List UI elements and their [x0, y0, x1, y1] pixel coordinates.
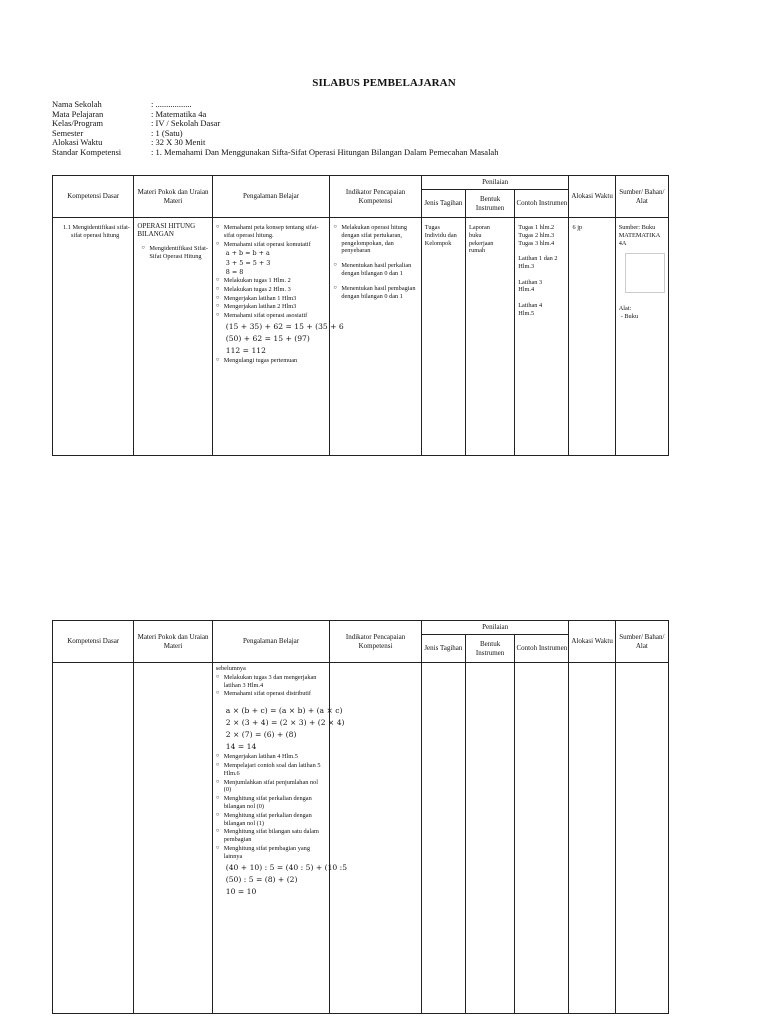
math-line: 8 = 8: [225, 267, 244, 276]
pengalaman-list: [213, 663, 348, 898]
math-line: 2 × (3 + 4) = (2 × 3) + (2 × 4): [225, 718, 345, 728]
math-line: 10 = 10: [225, 886, 257, 896]
header-jenis: Jenis Tagihan: [421, 635, 465, 663]
pengalaman-list: [213, 218, 344, 365]
meta-row: [52, 110, 498, 120]
contoh-item: Hlm.5: [518, 309, 535, 317]
pengalaman-item: ○ Menjumlahkan sifat penjumlahan nol (0): [216, 779, 327, 795]
bentuk-text: Laporan buku pekerjaan rumah: [468, 224, 494, 255]
contoh-item: [518, 294, 565, 302]
pengalaman-item: ○ Melakukan tugas 2 Hlm. 3: [216, 286, 327, 294]
meta-row: [52, 100, 498, 110]
math-line: (50) + 62 = 15 + (97): [225, 333, 310, 343]
math-line: (50) : 5 = (8) + (2): [225, 874, 298, 884]
header-penilaian: Penilaian: [421, 621, 569, 635]
contoh-item: Tugas 3 hlm.4: [518, 239, 555, 247]
syllabus-table-page-2: [52, 620, 669, 1014]
cell-bentuk: [465, 218, 514, 456]
meta-value: : 1 (Satu): [151, 127, 183, 138]
contoh-item: [518, 247, 565, 255]
pengalaman-item: ○ Menghitung sifat perkalian dengan bilangan nol (1): [216, 812, 327, 828]
contoh-item: Latihan 3: [518, 278, 543, 286]
meta-value: : 1. Memahami Dan Menggunakan Sifta-Sifat Operasi Hitungan Bilangan Dalam Pemecahan Masalah: [151, 146, 499, 157]
pengalaman-item: ○ Melakukan tugas 3 dan mengerjakan latihan 3 Hlm.4: [216, 674, 327, 690]
meta-label: Semester: [52, 127, 84, 138]
cell-indikator: [330, 218, 421, 456]
contoh-item: Latihan 4: [518, 301, 543, 309]
meta-value: : IV / Sekolah Dasar: [151, 118, 221, 129]
cell-indikator: [330, 663, 421, 1014]
header-contoh: Contoh Instrumen: [515, 635, 569, 663]
pengalaman-item: ○ Mengulangi tugas pertemuan: [216, 357, 327, 365]
pengalaman-item: ○ Mengerjakan latihan 2 Hlm3: [216, 303, 327, 311]
pengalaman-item: ○ Melakukan tugas 1 Hlm. 2: [216, 277, 327, 285]
cell-bentuk: [465, 663, 514, 1014]
contoh-item: Tugas 2 hlm.3: [518, 231, 555, 239]
materi-item: ○ Mengidentifikasi Sifat-Sifat Operasi Hitung: [141, 245, 208, 261]
math-line: (40 + 10) : 5 = (40 : 5) + (10 :5: [225, 862, 348, 872]
cell-materi: [134, 663, 212, 1014]
pengalaman-item: sebelumnya: [215, 665, 246, 672]
contoh-item: Latihan 1 dan 2: [518, 255, 558, 263]
header-kompetensi-dasar: Kompetensi Dasar: [53, 176, 134, 218]
cell-sumber: [615, 663, 668, 1014]
contoh-item: Tugas 1 hlm.2: [518, 224, 555, 231]
header-sumber: Sumber/ Bahan/ Alat: [615, 621, 668, 663]
header-materi: Materi Pokok dan Uraian Materi: [134, 621, 212, 663]
header-pengalaman: Pengalaman Belajar: [212, 176, 330, 218]
cell-sumber: [615, 218, 668, 456]
meta-label: Standar Kompetensi: [52, 146, 122, 157]
cell-jenis: [421, 218, 465, 456]
meta-label: Kelas/Program: [52, 118, 103, 129]
header-penilaian: Penilaian: [421, 176, 569, 190]
contoh-item: Hlm.3: [518, 262, 535, 270]
indikator-item: ○ Menentukan hasil perkalian dengan bilangan 0 dan 1: [333, 262, 417, 278]
book-image-placeholder: [625, 253, 665, 293]
header-alokasi: Alokasi Waktu: [569, 176, 615, 218]
pengalaman-item: ○ Memahami peta konsep tentang sifat-sifat operasi hitung.: [216, 224, 327, 240]
page-title: SILABUS PEMBELAJARAN: [312, 77, 456, 89]
kd-text: 1.1 Mengidentifikasi sifat-sifat operasi hitung: [63, 224, 130, 239]
math-line: (15 + 35) + 62 = 15 + (35 + 6: [225, 321, 344, 331]
meta-row: [52, 148, 498, 158]
cell-jenis: [421, 663, 465, 1014]
meta-label: Mata Pelajaran: [52, 108, 104, 119]
alat-item: - Buku: [620, 313, 639, 321]
math-line: 2 × (7) = (6) + (8): [225, 730, 297, 740]
math-line: 3 + 5 = 5 + 3: [225, 258, 271, 267]
meta-row: [52, 119, 498, 129]
alat-label: Alat:: [618, 305, 632, 313]
alokasi-text: 6 jp: [572, 224, 583, 231]
header-indikator: Indikator Pencapaian Kompetensi: [330, 176, 421, 218]
pengalaman-item: ○ Memahami sifat operasi komutatif: [216, 241, 327, 249]
pengalaman-item: ○ Mengerjakan latihan 4 Hlm.5: [216, 753, 327, 761]
contoh-list: [515, 218, 568, 318]
pengalaman-item: ○ Menghitung sifat perkalian dengan bilangan nol (0): [216, 795, 327, 811]
sumber-text: Sumber: Buku MATEMATIKA 4A: [618, 224, 660, 247]
jenis-text: Tugas Individu dan Kelompok: [424, 224, 457, 247]
header-pengalaman: Pengalaman Belajar: [212, 621, 330, 663]
indikator-item: ○ Melakukan operasi hitung dengan sifat pertukaran, pengelompokan, dan penyebaran: [333, 224, 417, 255]
header-jenis: Jenis Tagihan: [421, 190, 465, 218]
meta-label: Alokasi Waktu: [52, 137, 103, 148]
indikator-item: ○ Menentukan hasil pembagian dengan bilangan 0 dan 1: [333, 285, 417, 301]
math-line: 112 = 112: [225, 345, 266, 355]
header-indikator: Indikator Pencapaian Kompetensi: [330, 621, 421, 663]
cell-contoh: [515, 218, 569, 456]
syllabus-meta: [52, 100, 498, 158]
meta-row: [52, 129, 498, 139]
pengalaman-item: ○ Menghitung sifat bilangan satu dalam pembagian: [216, 828, 327, 844]
cell-alokasi: [569, 663, 615, 1014]
header-kompetensi-dasar: Kompetensi Dasar: [53, 621, 134, 663]
pengalaman-item: ○ Memahami sifat operasi asosiatif: [216, 312, 327, 320]
cell-materi: [134, 218, 212, 456]
pengalaman-item: ○ Mengerjakan latihan 1 Hlm3: [216, 295, 327, 303]
math-line: a × (b + c) = (a × b) + (a × c): [225, 706, 343, 716]
materi-title: OPERASI HITUNG BILANGAN: [137, 222, 196, 238]
pengalaman-item: ○ Memahami sifat operasi distributif: [216, 690, 327, 698]
contoh-item: Hlm.4: [518, 286, 535, 294]
header-alokasi: Alokasi Waktu: [569, 621, 615, 663]
pengalaman-item: ○ Mempelajari contoh soal dan latihan 5 Hlm.6: [216, 762, 327, 778]
math-line: 14 = 14: [225, 742, 257, 752]
cell-alokasi: [569, 218, 615, 456]
meta-label: Nama Sekolah: [52, 99, 102, 109]
pengalaman-item: ○ Menghitung sifat pembagian yang lainnya: [216, 845, 327, 861]
meta-value: : 32 X 30 Menit: [151, 137, 206, 148]
contoh-item: [518, 271, 565, 279]
cell-kompetensi-dasar: [53, 218, 134, 456]
header-materi: Materi Pokok dan Uraian Materi: [134, 176, 212, 218]
syllabus-table-page-1: [52, 175, 669, 456]
header-sumber: Sumber/ Bahan/ Alat: [615, 176, 668, 218]
cell-pengalaman: [212, 663, 348, 1014]
meta-value: : Matematika 4a: [151, 108, 207, 119]
header-bentuk: Bentuk Instrumen: [465, 635, 514, 663]
meta-value: : .................: [151, 99, 192, 109]
header-contoh: Contoh Instrumen: [515, 190, 569, 218]
cell-pengalaman: [212, 218, 344, 456]
cell-kompetensi-dasar: [53, 663, 134, 1014]
header-bentuk: Bentuk Instrumen: [465, 190, 514, 218]
cell-contoh: [515, 663, 569, 1014]
math-line: a + b = b + a: [225, 249, 270, 258]
